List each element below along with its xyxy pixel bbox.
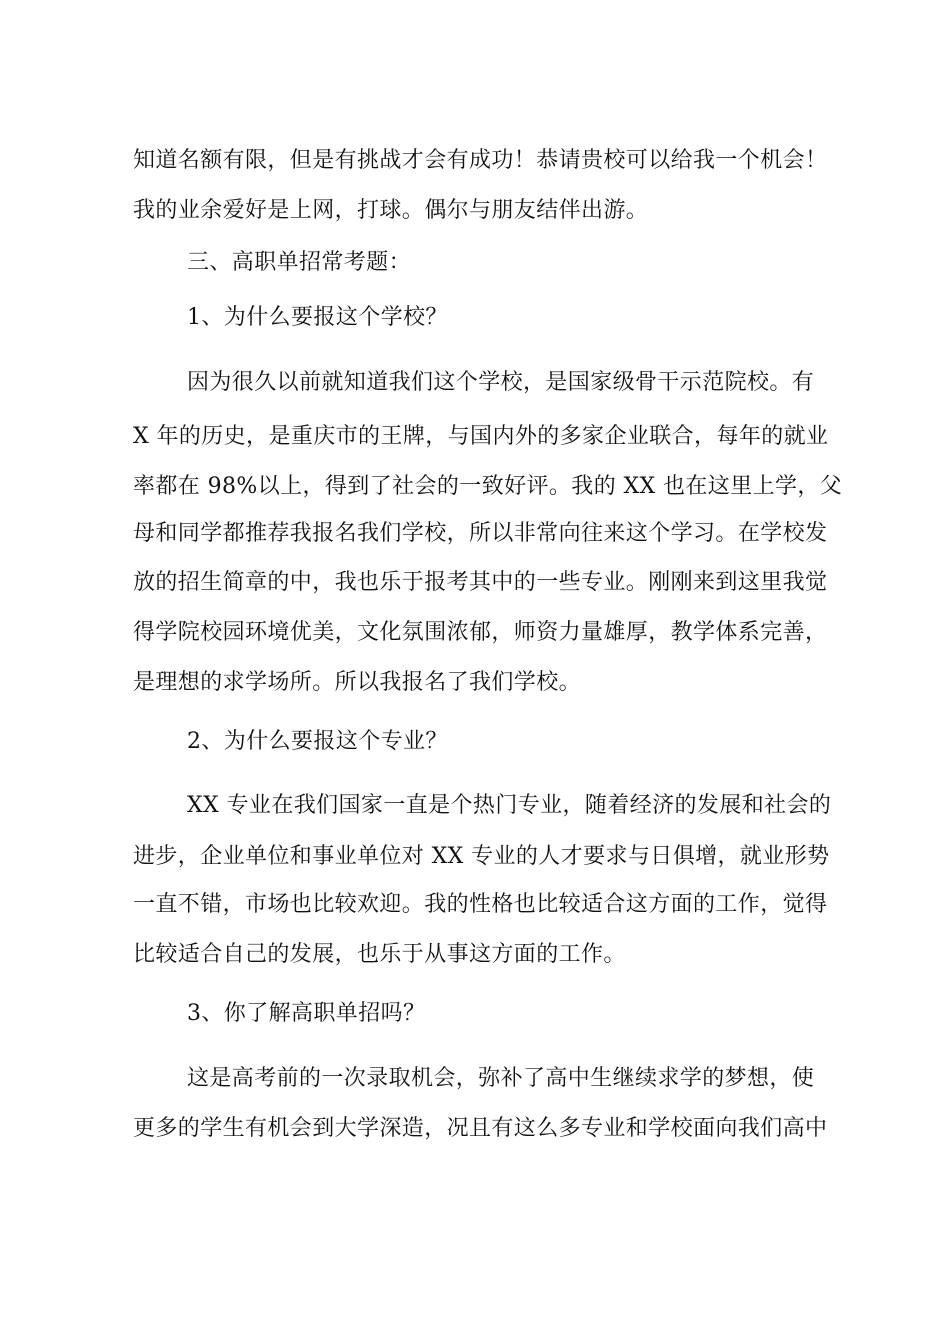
- section-heading: 三、高职单招常考题：: [187, 250, 412, 275]
- body-text-line: 知道名额有限，但是有挑战才会有成功！恭请贵校可以给我一个机会！: [133, 148, 828, 173]
- question-heading: 3、你了解高职单招吗？: [187, 1001, 426, 1026]
- body-text-line: 更多的学生有机会到大学深造，况且有这么多专业和学校面向我们高中: [133, 1116, 828, 1141]
- body-text-line: 是理想的求学场所。所以我报名了我们学校。: [133, 670, 582, 695]
- body-text-line: 得学院校园环境优美，文化氛围浓郁，师资力量雄厚，教学体系完善，: [133, 620, 828, 645]
- body-text-line: 进步，企业单位和事业单位对 XX 专业的人才要求与日俱增，就业形势: [133, 844, 830, 869]
- body-text-line: X 年的历史，是重庆市的王牌，与国内外的多家企业联合，每年的就业: [133, 424, 829, 449]
- question-heading: 2、为什么要报这个专业？: [187, 729, 448, 754]
- body-text-line: 这是高考前的一次录取机会，弥补了高中生继续求学的梦想，使: [187, 1066, 815, 1091]
- body-text-line: 一直不错，市场也比较欢迎。我的性格也比较适合这方面的工作，觉得: [133, 892, 828, 917]
- body-text-line: XX 专业在我们国家一直是个热门专业，随着经济的发展和社会的: [187, 793, 832, 818]
- body-text-line: 比较适合自己的发展，也乐于从事这方面的工作。: [133, 942, 626, 967]
- body-text-line: 我的业余爱好是上网，打球。偶尔与朋友结伴出游。: [133, 198, 649, 223]
- body-text-line: 放的招生简章的中，我也乐于报考其中的一些专业。刚刚来到这里我觉: [133, 570, 828, 595]
- question-heading: 1、为什么要报这个学校？: [187, 305, 448, 330]
- body-text-line: 率都在 98%以上，得到了社会的一致好评。我的 XX 也在这里上学，父: [133, 474, 843, 499]
- body-text-line: 因为很久以前就知道我们这个学校，是国家级骨干示范院校。有: [187, 370, 815, 395]
- body-text-line: 母和同学都推荐我报名我们学校，所以非常向往来这个学习。在学校发: [133, 521, 828, 546]
